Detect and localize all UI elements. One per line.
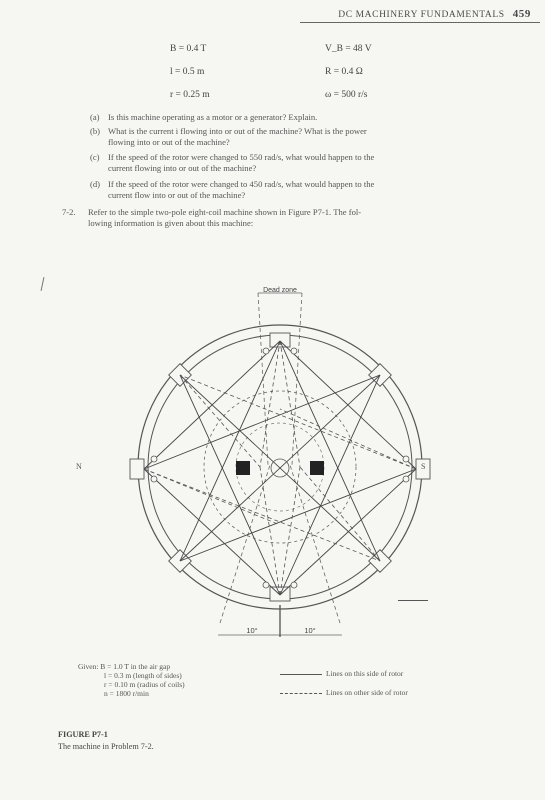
- question-tag: (c): [90, 152, 100, 162]
- page-number: 459: [512, 8, 531, 20]
- dead-zone-label: Dead zone: [263, 287, 297, 294]
- margin-mark: [41, 277, 45, 291]
- given-label: Given: B = 1.0 T in the air gap: [78, 662, 171, 671]
- header-rule: [300, 22, 540, 23]
- question-text: What is the current i flowing into or out of the machine? What is the power: [108, 126, 367, 136]
- problem-text-cont: lowing information is given about this machine:: [88, 218, 254, 228]
- legend-solid-label: Lines on this side of rotor: [326, 669, 404, 678]
- given-block: [78, 662, 185, 698]
- eq-right-2: R = 0.4 Ω: [325, 67, 363, 77]
- question-tag: (b): [90, 126, 101, 136]
- scale-mark: [398, 600, 428, 601]
- question-tag: (d): [90, 179, 101, 189]
- running-header: [338, 8, 531, 20]
- question-text: If the speed of the rotor were changed to 450 rad/s, what would happen to the: [108, 179, 375, 189]
- figure-caption: The machine in Problem 7-2.: [58, 742, 154, 751]
- eq-right-1: V_B = 48 V: [325, 44, 372, 54]
- given-length: l = 0.3 m (length of sides): [104, 671, 182, 680]
- eq-left-1: B = 0.4 T: [170, 44, 207, 54]
- coil-slots: [130, 333, 430, 601]
- machine-diagram: [110, 285, 450, 645]
- coil-lines-front: [144, 341, 416, 595]
- question-text-cont: flowing into or out of the machine?: [108, 137, 230, 147]
- given-radius: r = 0.10 m (radius of coils): [104, 680, 185, 689]
- problem-number: 7-2.: [62, 207, 76, 217]
- given-speed: n = 1800 r/min: [104, 689, 149, 698]
- legend-dashed-line: [280, 693, 322, 694]
- eq-left-3: r = 0.25 m: [170, 90, 210, 100]
- rotor-boundary: [204, 391, 356, 543]
- question-a: [90, 112, 490, 123]
- pole-north: N: [76, 462, 82, 471]
- angle-right-label: 10°: [304, 626, 316, 635]
- eq-right-3: ω = 500 r/s: [325, 90, 368, 100]
- legend-dashed-label: Lines on other side of rotor: [326, 688, 408, 697]
- question-text-cont: current flow into or out of the machine?: [108, 190, 246, 200]
- brush-right: [310, 461, 324, 475]
- brush-left: [236, 461, 250, 475]
- question-tag: (a): [90, 112, 100, 122]
- question-d: [90, 179, 490, 201]
- pole-south: S: [421, 462, 426, 471]
- question-text: If the speed of the rotor were changed to 550 rad/s, what would happen to the: [108, 152, 375, 162]
- question-b: [90, 126, 490, 148]
- angle-left-label: 10°: [246, 626, 258, 635]
- question-text-cont: current flowing into or out of the machine?: [108, 163, 257, 173]
- eq-left-2: l = 0.5 m: [170, 67, 205, 77]
- header-title: DC MACHINERY FUNDAMENTALS: [338, 10, 505, 20]
- question-text: Is this machine operating as a motor or a generator? Explain.: [108, 112, 318, 122]
- figure-label: FIGURE P7-1: [58, 730, 108, 739]
- problem-text: Refer to the simple two-pole eight-coil machine shown in Figure P7-1. The fol-: [88, 207, 362, 217]
- legend-solid-line: [280, 674, 322, 675]
- problem-7-2: [62, 207, 502, 229]
- question-c: [90, 152, 490, 174]
